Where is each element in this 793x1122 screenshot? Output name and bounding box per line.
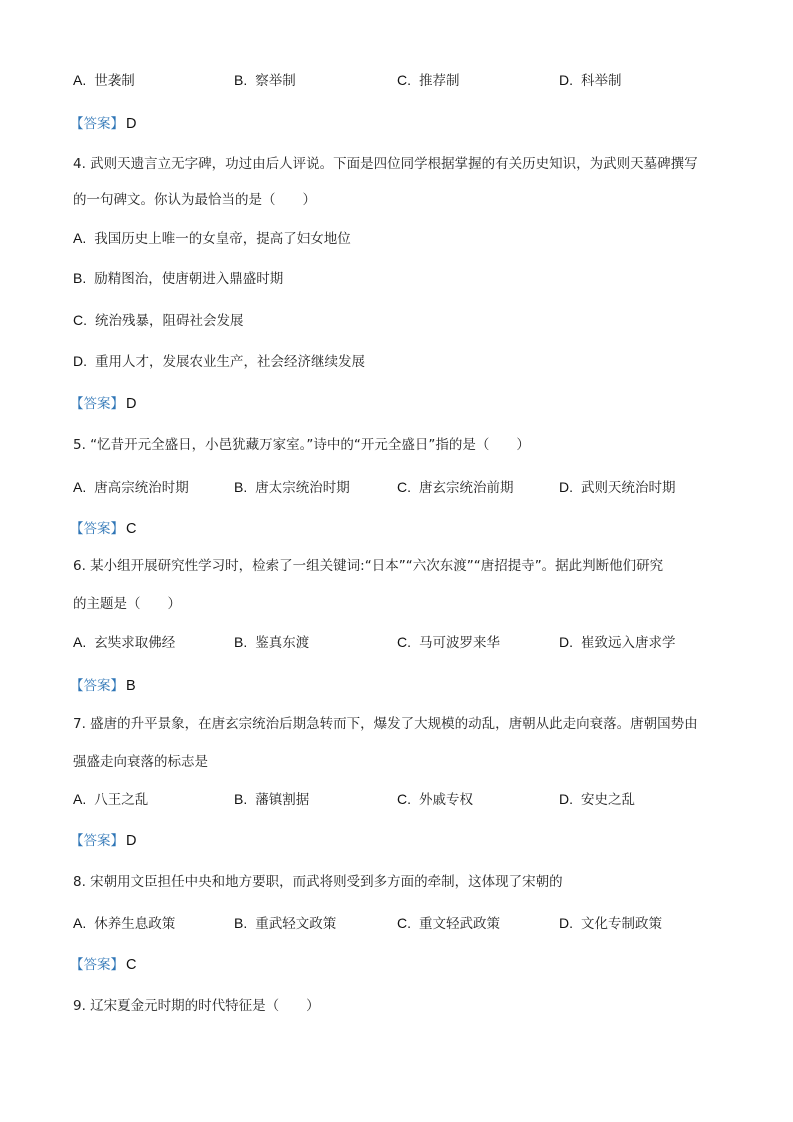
answer-value: D (126, 396, 137, 412)
q7-option-a (73, 789, 148, 810)
answer-value: B (126, 678, 136, 694)
answer-label: 【答案】 (70, 521, 124, 537)
q7-option-b (234, 789, 309, 810)
option-text: 文化专制政策 (581, 916, 662, 932)
option-letter: D. (559, 791, 573, 807)
option-letter: B. (234, 791, 248, 807)
option-letter: D. (559, 479, 573, 495)
option-text: 我国历史上唯一的女皇帝，提高了妇女地位 (94, 231, 351, 247)
option-letter: C. (397, 479, 411, 495)
answer-value: D (126, 833, 137, 849)
option-letter: C. (397, 791, 411, 807)
option-text: 武则天统治时期 (581, 480, 676, 496)
option-text: 重用人才，发展农业生产，社会经济继续发展 (95, 354, 365, 370)
q3-answer (70, 114, 136, 134)
option-text: 鉴真东渡 (255, 635, 310, 651)
option-text: 世袭制 (94, 73, 135, 89)
option-text: 马可波罗来华 (419, 635, 500, 651)
answer-label: 【答案】 (70, 396, 124, 412)
q7-option-c (397, 789, 473, 810)
option-text: 统治残暴，阻碍社会发展 (95, 313, 244, 329)
q6-option-d (559, 632, 676, 653)
answer-label: 【答案】 (70, 678, 124, 694)
q7-stem-line: 7. 盛唐的升平景象，在唐玄宗统治后期急转而下，爆发了大规模的动乱，唐朝从此走向衰落。唐朝国势由 (73, 716, 698, 732)
q4-option-d (73, 351, 365, 372)
q8-option-a (73, 913, 175, 934)
q6-option-b (234, 632, 309, 653)
answer-label: 【答案】 (70, 116, 124, 132)
q7-option-d (559, 789, 635, 810)
option-letter: B. (73, 270, 87, 286)
option-letter: B. (234, 915, 248, 931)
option-letter: B. (234, 634, 248, 650)
option-text: 重文轻武政策 (419, 916, 500, 932)
q8-option-b (234, 913, 336, 934)
option-text: 察举制 (255, 73, 296, 89)
answer-label: 【答案】 (70, 833, 124, 849)
option-letter: D. (559, 72, 573, 88)
option-text: 科举制 (581, 73, 622, 89)
option-letter: C. (397, 915, 411, 931)
option-text: 唐高宗统治时期 (94, 480, 189, 496)
option-letter: B. (234, 72, 248, 88)
option-letter: A. (73, 230, 87, 246)
option-text: 唐太宗统治时期 (255, 480, 350, 496)
option-text: 外戚专权 (419, 792, 473, 808)
option-letter: A. (73, 634, 87, 650)
option-letter: A. (73, 915, 87, 931)
q7-answer (70, 831, 136, 851)
option-letter: A. (73, 791, 87, 807)
q6-option-a (73, 632, 175, 653)
q5-stem-line: 5. “忆昔开元全盛日，小邑犹藏万家室。”诗中的“开元全盛日”指的是（ ） (73, 437, 530, 453)
q4-answer (70, 394, 136, 414)
q3-option-d (559, 70, 622, 91)
option-letter: D. (559, 634, 573, 650)
q9-stem-line: 9. 辽宋夏金元时期的时代特征是（ ） (73, 998, 320, 1014)
q4-option-a (73, 228, 351, 249)
q3-option-b (234, 70, 296, 91)
option-letter: C. (73, 312, 87, 328)
option-letter: B. (234, 479, 248, 495)
q6-option-c (397, 632, 500, 653)
q8-answer (70, 955, 136, 975)
option-letter: A. (73, 479, 87, 495)
option-text: 玄奘求取佛经 (94, 635, 176, 651)
q5-option-d (559, 477, 676, 498)
q4-stem-line: 4. 武则天遗言立无字碑，功过由后人评说。下面是四位同学根据掌握的有关历史知识，为武则天墓碑撰写 (73, 156, 698, 172)
q8-stem-line: 8. 宋朝用文臣担任中央和地方要职，而武将则受到多方面的牵制，这体现了宋朝的 (73, 874, 563, 890)
option-text: 推荐制 (419, 73, 460, 89)
q6-stem-line: 6. 某小组开展研究性学习时，检索了一组关键词:“日本”“六次东渡”“唐招提寺”。据此判断他们研究 (73, 558, 664, 574)
q8-option-c (397, 913, 500, 934)
option-text: 重武轻文政策 (255, 916, 337, 932)
q3-option-c (397, 70, 460, 91)
q7-stem-line: 强盛走向衰落的标志是 (73, 754, 208, 770)
option-text: 崔致远入唐求学 (581, 635, 676, 651)
option-text: 安史之乱 (581, 792, 635, 808)
answer-value: C (126, 521, 137, 537)
q6-answer (70, 676, 136, 696)
q5-option-a (73, 477, 189, 498)
q8-option-d (559, 913, 662, 934)
option-letter: C. (397, 634, 411, 650)
option-text: 励精图治，使唐朝进入鼎盛时期 (94, 271, 284, 287)
answer-label: 【答案】 (70, 957, 124, 973)
option-letter: D. (559, 915, 573, 931)
option-text: 藩镇割据 (255, 792, 310, 808)
option-text: 唐玄宗统治前期 (419, 480, 514, 496)
q5-option-c (397, 477, 514, 498)
q5-option-b (234, 477, 350, 498)
option-letter: D. (73, 353, 87, 369)
option-text: 八王之乱 (94, 792, 149, 808)
option-text: 休养生息政策 (94, 916, 176, 932)
answer-value: C (126, 957, 137, 973)
answer-value: D (126, 116, 137, 132)
q4-stem-line: 的一句碑文。你认为最恰当的是（ ） (73, 192, 316, 208)
q3-option-a (73, 70, 135, 91)
q4-option-b (73, 268, 283, 289)
q5-answer (70, 519, 136, 539)
option-letter: C. (397, 72, 411, 88)
q4-option-c (73, 310, 244, 331)
q6-stem-line: 的主题是（ ） (73, 596, 181, 612)
option-letter: A. (73, 72, 87, 88)
